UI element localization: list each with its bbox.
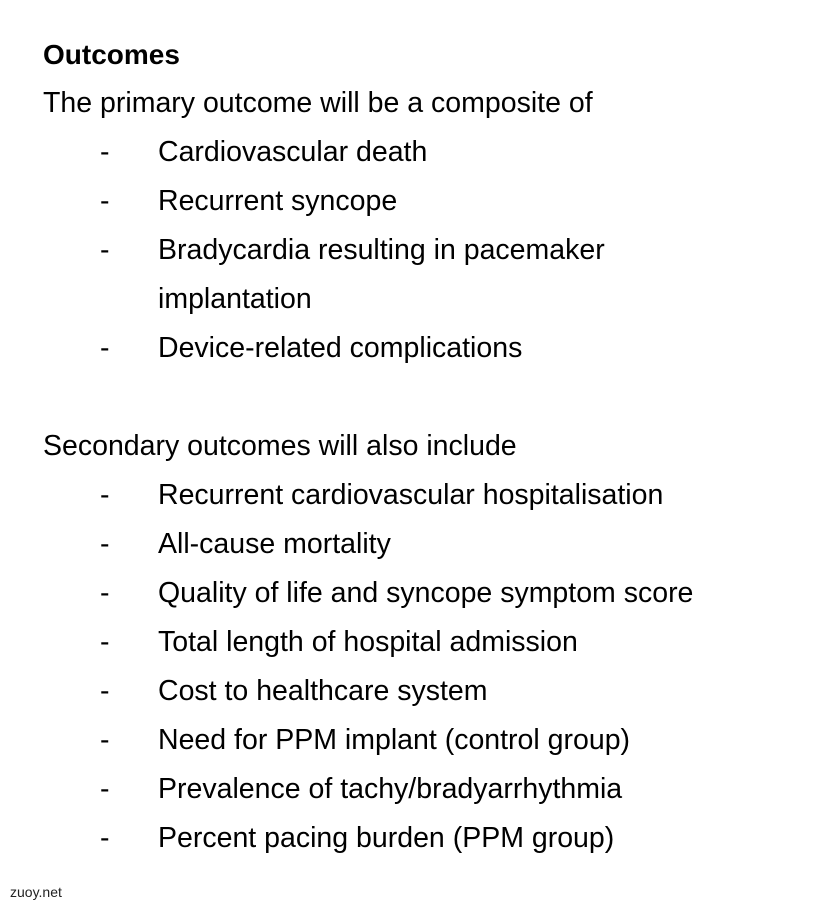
list-item-text: Device-related complications xyxy=(158,332,523,364)
list-item xyxy=(43,765,823,814)
list-item xyxy=(43,226,823,324)
list-bullet: - xyxy=(100,675,110,707)
list-bullet: - xyxy=(100,234,110,266)
list-bullet: - xyxy=(100,577,110,609)
list-bullet: - xyxy=(100,332,110,364)
list-item xyxy=(43,667,823,716)
list-item-text: Percent pacing burden (PPM group) xyxy=(158,822,615,854)
list-item-text: Cardiovascular death xyxy=(158,136,428,168)
list-bullet: - xyxy=(100,724,110,756)
secondary-outcome-intro: Secondary outcomes will also include xyxy=(43,430,517,462)
list-item-text: Recurrent syncope xyxy=(158,185,398,217)
list-item xyxy=(43,324,823,373)
section-heading: Outcomes xyxy=(43,39,180,70)
list-item-text: Need for PPM implant (control group) xyxy=(158,724,631,756)
list-item xyxy=(43,814,823,863)
list-item-text: Bradycardia resulting in pacemaker implantation xyxy=(158,234,605,315)
primary-outcome-intro: The primary outcome will be a composite of xyxy=(43,87,593,119)
list-item xyxy=(43,569,823,618)
list-item-text: All-cause mortality xyxy=(158,528,391,560)
list-item xyxy=(43,716,823,765)
secondary-outcome-list xyxy=(43,471,823,863)
list-bullet: - xyxy=(100,479,110,511)
watermark: zuoy.net xyxy=(10,884,62,900)
list-item-text: Prevalence of tachy/bradyarrhythmia xyxy=(158,773,623,805)
list-item xyxy=(43,128,823,177)
paragraph-gap xyxy=(43,373,823,422)
list-item xyxy=(43,177,823,226)
list-bullet: - xyxy=(100,822,110,854)
list-item-text: Cost to healthcare system xyxy=(158,675,488,707)
list-bullet: - xyxy=(100,136,110,168)
list-item-text: Total length of hospital admission xyxy=(158,626,578,658)
list-item-text: Recurrent cardiovascular hospitalisation xyxy=(158,479,664,511)
list-item xyxy=(43,618,823,667)
list-item xyxy=(43,520,823,569)
list-bullet: - xyxy=(100,185,110,217)
list-bullet: - xyxy=(100,626,110,658)
document-body xyxy=(43,30,823,863)
primary-outcome-list xyxy=(43,128,823,373)
list-bullet: - xyxy=(100,528,110,560)
list-item xyxy=(43,471,823,520)
list-bullet: - xyxy=(100,773,110,805)
list-item-text: Quality of life and syncope symptom score xyxy=(158,577,694,609)
